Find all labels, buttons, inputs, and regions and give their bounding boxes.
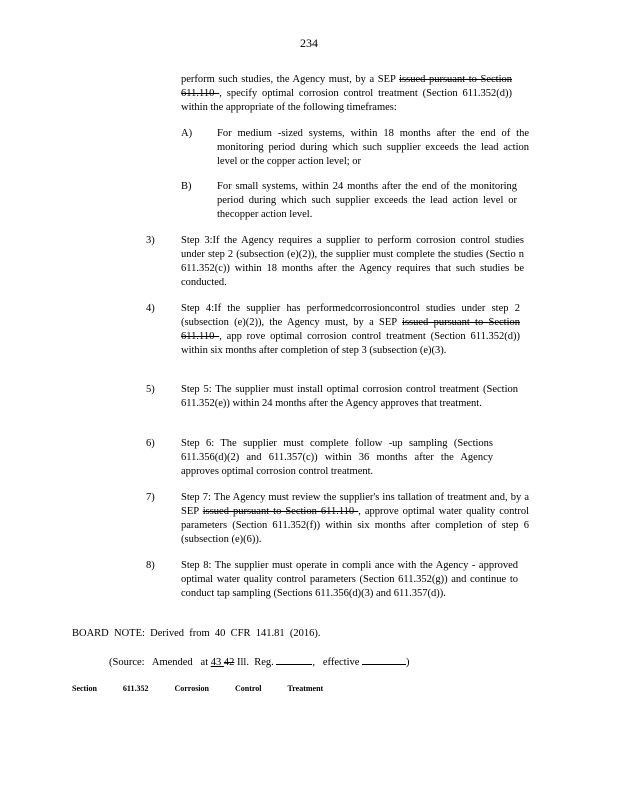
step-7-strikethrough: issued pursuant to Section 611.110 (202, 506, 359, 517)
section-word-1: Corrosion (174, 684, 209, 693)
step-8-number: 8) (146, 560, 155, 571)
section-heading (72, 684, 349, 693)
source-old-number: 42 (223, 657, 235, 668)
board-note: BOARD NOTE: Derived from 40 CFR 141.81 (2016). (72, 628, 321, 639)
step-6-number: 6) (146, 438, 155, 449)
step-8-body: Step 8: The supplier must operate in compli ance with the Agency - approved optimal water quality control parameters (Section 611.352(g)) and continue to conduct tap sampling (Sections 611.356(d)(3) and 611.357(d)). (181, 560, 518, 599)
step-3-number: 3) (146, 235, 155, 246)
step-5-text (181, 383, 518, 411)
step-4-number: 4) (146, 303, 155, 314)
section-label: Section (72, 684, 97, 693)
intro-strikethrough: issued pursuant to Section 611.110 (181, 74, 512, 99)
source-effective: , effective (312, 657, 363, 668)
source-amend-number: 43 (210, 657, 224, 668)
intro-text-post: , specify optimal corrosion control treatment (Section 611.352(d)) within the appropriate of the following timeframes: (181, 88, 512, 113)
sub-item-a-text: For medium -sized systems, within 18 months after the end of the monitoring period during which such supplier exceeds the lead action level or the copper action level; or (217, 128, 529, 167)
step-5-number: 5) (146, 384, 155, 395)
sub-item-a-label: A) (181, 128, 193, 139)
step-4-body-pre: Step 4:If the supplier has performedcorrosioncontrol studies under step 2 (subsection (e)(2)), the Agency must, by a SEP (181, 303, 520, 328)
sub-item-b-text: For small systems, within 24 months after the end of the monitoring period during which such supplier exceeds the lead action level or thecopper action level. (217, 181, 517, 220)
source-prefix: (Source: Amended at (109, 657, 211, 668)
page-number: 234 (300, 36, 318, 50)
section-word-3: Treatment (287, 684, 324, 693)
step-7-body-pre: Step 7: The Agency must review the supplier's ins tallation of treatment and, by a SEP (181, 492, 529, 517)
step-6-text (181, 437, 493, 479)
source-mid: Ill. Reg. (234, 657, 277, 668)
step-7-body-post: , approve optimal water quality control parameters (Section 611.352(f)) within six months after completion of step 6 (subsection (e)(6)). (181, 506, 529, 545)
step-4-body-post: , app rove optimal corrosion control treatment (Section 611.352(d)) within six months after completion of step 3 (subsection (e)(3). (181, 331, 520, 356)
intro-paragraph (181, 73, 512, 115)
sub-item-b-label: B) (181, 181, 192, 192)
source-close: ) (406, 657, 410, 668)
step-4-strikethrough: issued pursuant to Section 611.110 (181, 317, 520, 342)
step-8-text (181, 559, 518, 601)
step-3-text (181, 234, 524, 290)
step-4-text (181, 302, 520, 358)
intro-text-pre: perform such studies, the Agency must, by a SEP (181, 74, 400, 85)
step-6-body: Step 6: The supplier must complete follow -up sampling (Sections 611.356(d)(2) and 611.357(c)) within 36 months after the Agency approves optimal corrosion control treatment. (181, 438, 493, 477)
source-line (109, 654, 529, 670)
step-7-number: 7) (146, 492, 155, 503)
step-3-body: Step 3:If the Agency requires a supplier to perform corrosion control studies under step 2 (subsection (e)(2)), the supplier must complete the studies (Sectio n 611.352(c)) within 18 months after the Agency requires that such studies be conducted. (181, 235, 524, 288)
section-word-2: Control (234, 684, 262, 693)
step-5-body: Step 5: The supplier must install optimal corrosion control treatment (Section 611.352(e)) within 24 months after the Agency approves that treatment. (181, 384, 518, 409)
step-7-text (181, 491, 529, 547)
effective-date-blank[interactable] (362, 654, 406, 665)
register-page-blank[interactable] (276, 654, 312, 665)
section-number: 611.352 (122, 684, 149, 693)
